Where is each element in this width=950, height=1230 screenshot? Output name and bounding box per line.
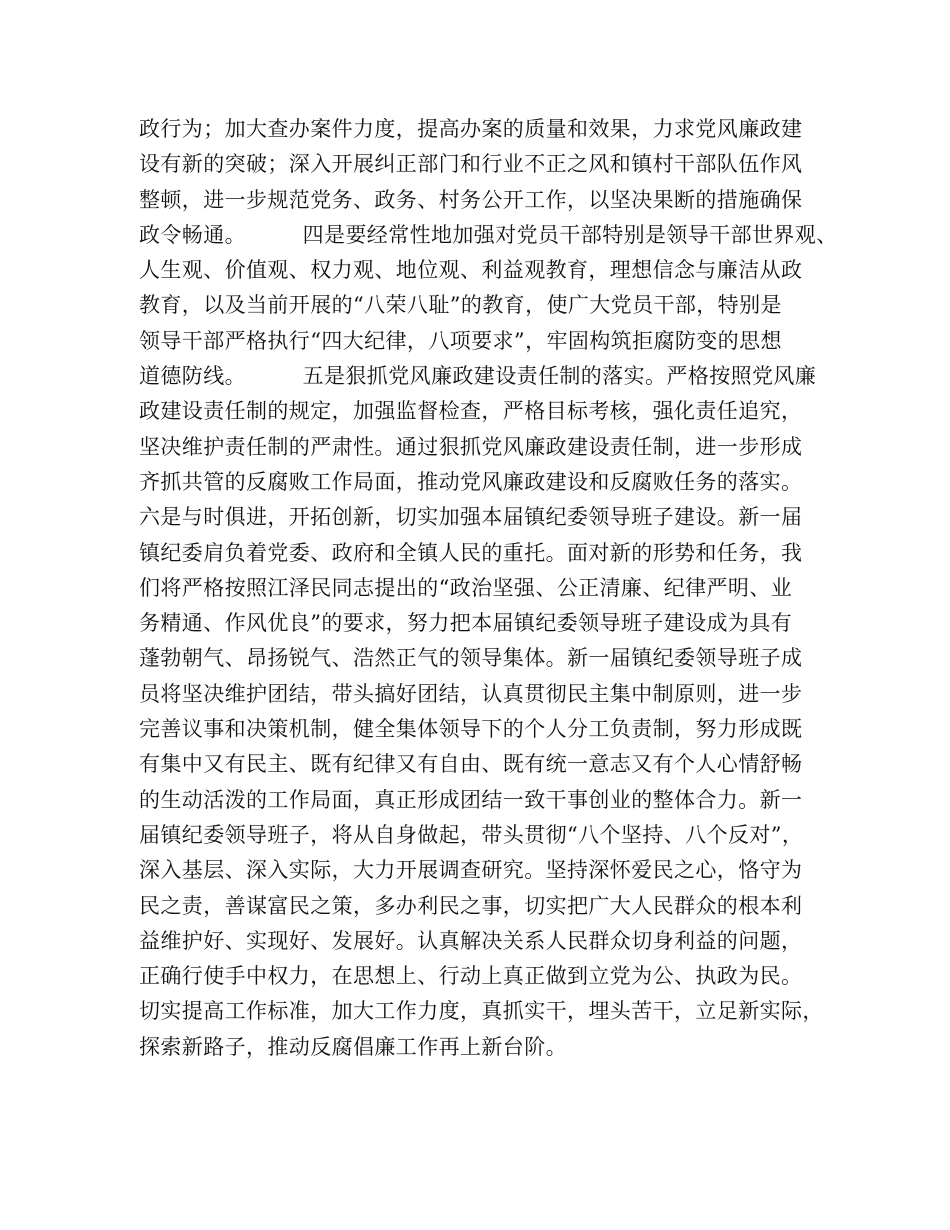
text-line: 员将坚决维护团结，带头搞好团结，认真贯彻民主集中制原则，进一步 bbox=[139, 681, 803, 706]
text-line: 坚决维护责任制的严肃性。通过狠抓党风廉政建设责任制，进一步形成 bbox=[139, 434, 803, 459]
text-line: 政行为；加大查办案件力度，提高办案的质量和效果，力求党风廉政建 bbox=[139, 117, 803, 141]
text-line: 探索新路子，推动反腐倡廉工作再上新台阶。 bbox=[139, 1034, 567, 1059]
text-line: 们将严格按照江泽民同志提出的“政治坚强、公正清廉、纪律严明、业 bbox=[139, 575, 793, 600]
text-line: 教育，以及当前开展的“八荣八耻”的教育，使广大党员干部，特别是 bbox=[139, 293, 782, 318]
text-line: 领导干部严格执行“四大纪律，八项要求”，牢固构筑拒腐防变的思想 bbox=[139, 328, 782, 353]
text-line: 完善议事和决策机制，健全集体领导下的个人分工负责制，努力形成既 bbox=[139, 717, 803, 742]
text-line: 六是与时俱进，开拓创新，切实加强本届镇纪委领导班子建设。新一届 bbox=[139, 505, 803, 530]
text-line: 政建设责任制的规定，加强监督检查，严格目标考核，强化责任追究， bbox=[139, 399, 803, 424]
text-line: 届镇纪委领导班子，将从自身做起，带头贯彻“八个坚持、八个反对”， bbox=[139, 822, 804, 847]
text-line: 益维护好、实现好、发展好。认真解决关系人民群众切身利益的问题， bbox=[139, 928, 803, 953]
body-text bbox=[139, 112, 839, 1065]
text-line: 整顿，进一步规范党务、政务、村务公开工作，以坚决果断的措施确保 bbox=[139, 187, 803, 212]
text-line: 深入基层、深入实际，大力开展调查研究。坚持深怀爱民之心，恪守为 bbox=[139, 858, 803, 883]
text-line: 道德防线。 五是狠抓党风廉政建设责任制的落实。严格按照党风廉 bbox=[139, 364, 817, 389]
text-line: 齐抓共管的反腐败工作局面，推动党风廉政建设和反腐败任务的落实。 bbox=[139, 469, 803, 494]
text-line: 正确行使手中权力，在思想上、行动上真正做到立党为公、执政为民。 bbox=[139, 964, 803, 989]
text-line: 的生动活泼的工作局面，真正形成团结一致干事创业的整体合力。新一 bbox=[139, 787, 803, 812]
text-line: 务精通、作风优良”的要求，努力把本届镇纪委领导班子建设成为具有 bbox=[139, 611, 793, 636]
text-line: 蓬勃朝气、昂扬锐气、浩然正气的领导集体。新一届镇纪委领导班子成 bbox=[139, 646, 803, 671]
text-line: 切实提高工作标准，加大工作力度，真抓实干，埋头苦干，立足新实际， bbox=[139, 999, 824, 1024]
text-line: 有集中又有民主、既有纪律又有自由、既有统一意志又有个人心情舒畅 bbox=[139, 752, 803, 777]
text-line: 人生观、价值观、权力观、地位观、利益观教育，理想信念与廉洁从政 bbox=[139, 258, 803, 283]
text-line: 设有新的突破；深入开展纠正部门和行业不正之风和镇村干部队伍作风 bbox=[139, 152, 803, 177]
text-line: 镇纪委肩负着党委、政府和全镇人民的重托。面对新的形势和任务，我 bbox=[139, 540, 803, 565]
text-line: 民之责，善谋富民之策，多办利民之事，切实把广大人民群众的根本利 bbox=[139, 893, 803, 918]
text-line: 政令畅通。 四是要经常性地加强对党员干部特别是领导干部世界观、 bbox=[139, 222, 838, 247]
